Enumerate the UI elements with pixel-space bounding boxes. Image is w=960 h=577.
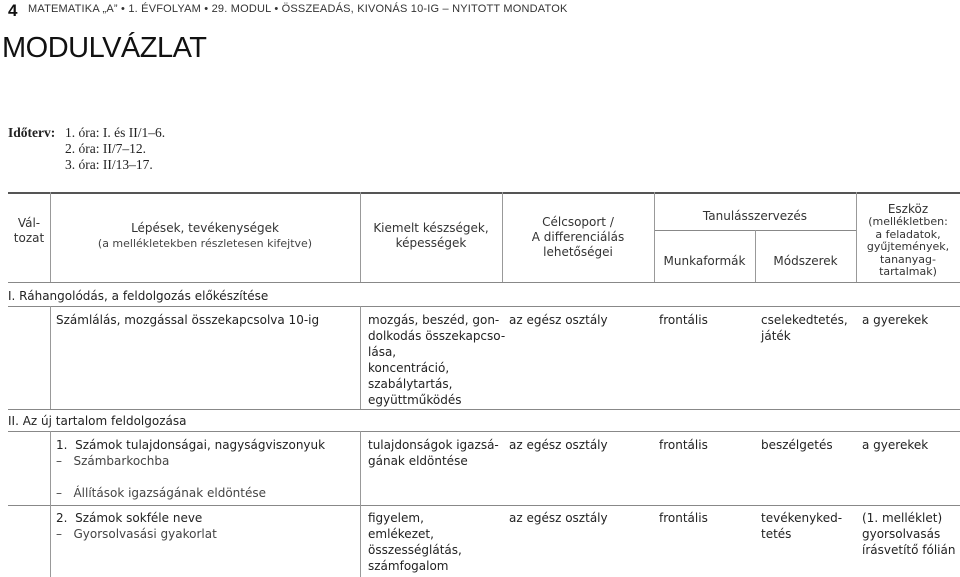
step-text: 1. Számok tulajdonságai, nagyságviszonyuk	[56, 438, 326, 452]
workform-cell: frontális	[659, 438, 708, 452]
workform-cell: frontális	[659, 313, 708, 327]
section-heading: II. Az új tartalom feldolgozása	[8, 414, 187, 428]
col-divider	[50, 306, 51, 409]
step-text: 2. Számok sokféle neve	[56, 511, 203, 525]
section-heading: I. Ráhangolódás, a feldolgozás előkészítése	[8, 289, 269, 303]
target-cell: az egész osztály	[509, 438, 608, 452]
col-divider	[360, 431, 361, 577]
page-number: 4	[8, 1, 18, 20]
page-title: MODULVÁZLAT	[2, 32, 207, 64]
table-top-rule	[8, 192, 960, 194]
section-rule	[8, 306, 960, 307]
section-rule	[8, 431, 960, 432]
skills-cell: mozgás, beszéd, gon- dolkodás összekapcso- lása, koncentráció, szabálytartás, együttműködés	[368, 313, 506, 407]
schedule-row: 3. óra: II/13–17.	[65, 157, 153, 172]
header-steps: Lépések, tevékenységek (a mellékletekben részletesen kifejtve)	[97, 221, 313, 250]
header-skills: Kiemelt készségek, képességek	[373, 221, 489, 250]
step-text: Számlálás, mozgással összekapcsolva 10-ig	[56, 313, 320, 327]
skills-cell: figyelem, emlékezet, összességlátás, számfogalom	[368, 511, 462, 573]
header-organization: Tanulásszervezés	[702, 209, 808, 223]
target-cell: az egész osztály	[509, 313, 608, 327]
skills-cell: tulajdonságok igazsá- gának eldöntése	[368, 438, 499, 468]
row-rule	[8, 505, 960, 506]
method-cell: tevékenyked- tetés	[761, 511, 843, 541]
substep-item: – Állítások igazságának eldöntése	[56, 486, 266, 500]
tool-cell: a gyerekek	[862, 438, 929, 452]
target-cell: az egész osztály	[509, 511, 608, 525]
header-bottom-rule	[8, 282, 960, 283]
header-valtozat: Vál- tozat	[13, 216, 45, 245]
substep-item: – Számbarkochba	[56, 454, 170, 468]
running-head: MATEMATIKA „A” • 1. ÉVFOLYAM • 29. MODUL • ÖSSZEADÁS, KIVONÁS 10-IG – NYITOTT MONDATOK	[28, 3, 568, 15]
schedule-row: 1. óra: I. és II/1–6.	[65, 125, 166, 140]
method-cell: cselekedtetés, játék	[761, 313, 848, 343]
method-cell: beszélgetés	[761, 438, 833, 452]
col-divider	[360, 306, 361, 409]
tool-cell: (1. melléklet) gyorsolvasás írásvetítő fólián	[862, 511, 956, 557]
header-tools: Eszköz (mellékletben: a feladatok, gyűjtemények, tananyag- tartalmak)	[866, 202, 950, 278]
schedule-label: Időterv:	[8, 125, 56, 140]
schedule-row: 2. óra: II/7–12.	[65, 141, 146, 156]
col-divider	[50, 431, 51, 577]
header-methods: Módszerek	[773, 254, 838, 268]
header-target-group: Célcsoport / A differenciálás lehetőségei	[531, 215, 625, 259]
tool-cell: a gyerekek	[862, 313, 929, 327]
substep-item: – Gyorsolvasási gyakorlat	[56, 527, 217, 541]
row-rule	[8, 409, 960, 410]
header-workforms: Munkaformák	[663, 254, 746, 268]
workform-cell: frontális	[659, 511, 708, 525]
